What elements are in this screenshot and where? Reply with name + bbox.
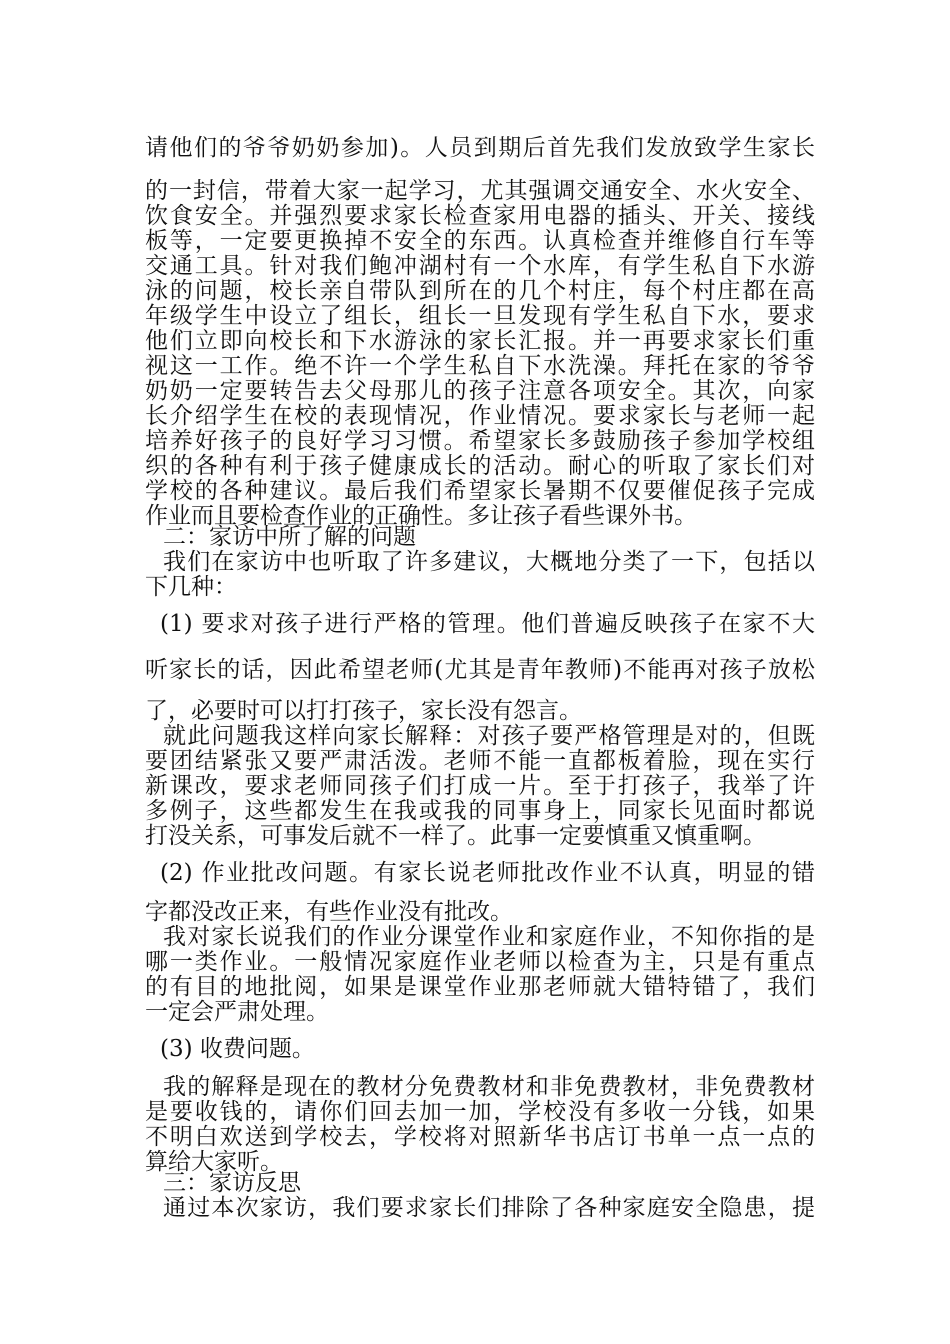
text-line: 他们立即向校长和下水游泳的家长汇报。并一再要求家长们重 bbox=[145, 328, 815, 354]
text-line: 要团结紧张又要严肃活泼。老师不能一直都板着脸，现在实行 bbox=[145, 748, 815, 774]
text-line: 泳的问题，校长亲自带队到所在的几个村庄，每个村庄都在高 bbox=[145, 278, 815, 304]
list-item: (2) 作业批改问题。有家长说老师批改作业不认真，明显的错 bbox=[160, 860, 815, 886]
text-line: 奶奶一定要转告去父母那儿的孩子注意各项安全。其次，向家 bbox=[145, 378, 815, 404]
text-line: 打没关系，可事发后就不一样了。此事一定要慎重又慎重啊。 bbox=[145, 823, 766, 849]
text-line: 板等，一定要更换掉不安全的东西。认真检查并维修自行车等 bbox=[145, 228, 815, 254]
text-line: 请他们的爷爷奶奶参加)。人员到期后首先我们发放致学生家长 bbox=[145, 135, 815, 161]
text-line: 就此问题我这样向家长解释：对孩子要严格管理是对的，但既 bbox=[163, 723, 815, 749]
text-line: 不明白欢送到学校去，学校将对照新华书店订书单一点一点的 bbox=[145, 1124, 815, 1150]
text-line: 算给大家听。 bbox=[145, 1149, 283, 1175]
text-line: 是要收钱的，请你们回去加一加，学校没有多收一分钱，如果 bbox=[145, 1099, 815, 1125]
text-line: 字都没改正来，有些作业没有批改。 bbox=[145, 899, 513, 925]
text-line: 哪一类作业。一般情况家庭作业老师以检查为主，只是有重点 bbox=[145, 949, 815, 975]
text-line: 视这一工作。绝不许一个学生私自下水洗澡。拜托在家的爷爷 bbox=[145, 353, 815, 379]
text-line: 新课改，要求老师同孩子们打成一片。至于打孩子，我举了许 bbox=[145, 773, 815, 799]
text-line: 了，必要时可以打打孩子，家长没有怨言。 bbox=[145, 698, 582, 724]
text-line: 我们在家访中也听取了许多建议，大概地分类了一下，包括以 bbox=[163, 549, 815, 575]
section-heading: 二：家访中所了解的问题 bbox=[163, 524, 416, 550]
text-line: 听家长的话，因此希望老师(尤其是青年教师)不能再对孩子放松 bbox=[145, 657, 815, 683]
text-line: 我的解释是现在的教材分免费教材和非免费教材，非免费教材 bbox=[163, 1074, 815, 1100]
text-line: 我对家长说我们的作业分课堂作业和家庭作业，不知你指的是 bbox=[163, 924, 815, 950]
text-line: 织的各种有利于孩子健康成长的活动。耐心的听取了家长们对 bbox=[145, 453, 815, 479]
text-line: 学校的各种建议。最后我们希望家长暑期不仅要催促孩子完成 bbox=[145, 478, 815, 504]
text-line: 的一封信，带着大家一起学习，尤其强调交通安全、水火安全、 bbox=[145, 178, 815, 204]
text-line: 饮食安全。并强烈要求家长检查家用电器的插头、开关、接线 bbox=[145, 203, 815, 229]
text-line: 一定会严肃处理。 bbox=[145, 999, 329, 1025]
text-line: 长介绍学生在校的表现情况，作业情况。要求家长与老师一起 bbox=[145, 403, 815, 429]
text-line: 交通工具。针对我们鲍冲湖村有一个水库，有学生私自下水游 bbox=[145, 253, 815, 279]
text-line: 作业而且要检查作业的正确性。多让孩子看些课外书。 bbox=[145, 503, 697, 529]
section-heading: 三：家访反思 bbox=[163, 1170, 301, 1196]
text-line: 的有目的地批阅，如果是课堂作业那老师就大错特错了，我们 bbox=[145, 974, 815, 1000]
list-item: (1) 要求对孩子进行严格的管理。他们普遍反映孩子在家不大 bbox=[160, 611, 815, 637]
text-line: 培养好孩子的良好学习习惯。希望家长多鼓励孩子参加学校组 bbox=[145, 428, 815, 454]
text-line: 下几种： bbox=[145, 574, 237, 600]
text-line: 年级学生中设立了组长，组长一旦发现有学生私自下水，要求 bbox=[145, 303, 815, 329]
list-item: (3) 收费问题。 bbox=[160, 1036, 315, 1062]
text-line: 通过本次家访，我们要求家长们排除了各种家庭安全隐患，提 bbox=[163, 1195, 815, 1221]
text-line: 多例子，这些都发生在我或我的同事身上，同家长见面时都说 bbox=[145, 798, 815, 824]
